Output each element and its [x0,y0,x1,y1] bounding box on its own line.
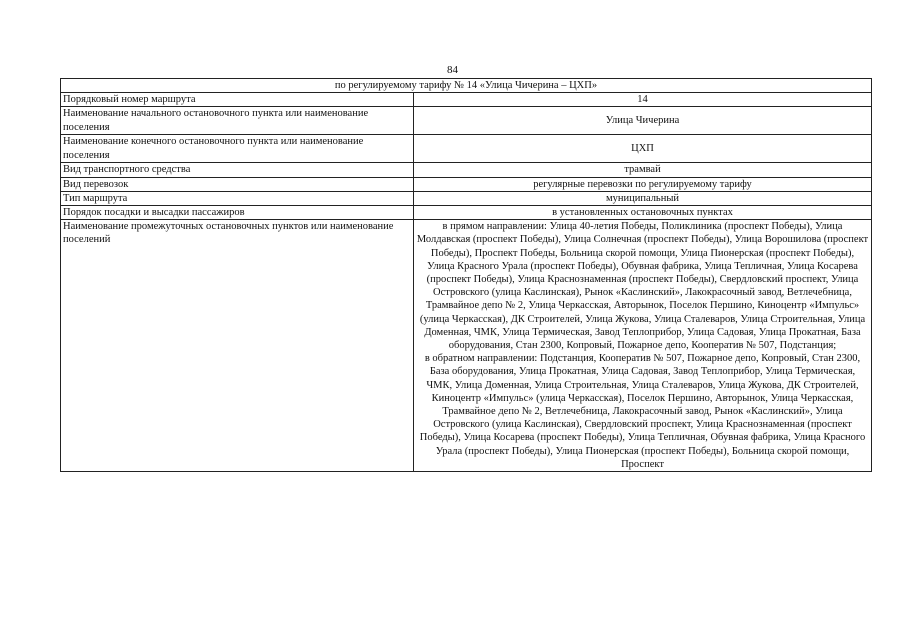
table-row [61,220,872,472]
forward-direction-stops: в прямом направлении: Улица 40-летия Победы, Поликлиника (проспект Победы), Улица Молдавская (проспект Победы), Улица Солнечная (проспект Победы), Улица Ворошилова (проспект Победы), Проспект Победы, Больница скорой помощи, Улица Пионерская (проспект Победы), Улица Красного Урала (проспект Победы), Обувная фабрика, Улица Тепличная, Улица Косарева (проспект Победы), Улица Краснознаменная (проспект Победы), Свердловский проспект, Улица Островского (улица Каслинская), Рынок «Каслинский», Лакокрасочный завод, Ветлечебница, Трамвайное депо № 2, Улица Черкасская, Авторынок, Поселок Першино, Киноцентр «Импульс» (улица Черкасская), ДК Строителей, Улица Жукова, Улица Сталеваров, Улица Строительная, Улица Доменная, ЧМК, Улица Термическая, Завод Теплоприбор, Улица Садовая, Улица Прокатная, База оборудования, Стан 2300, Копровый, Пожарное депо, Кооператив № 507, Подстанция; [416,221,869,352]
transport-kind-label: Вид перевозок [61,177,414,191]
end-stop-value: ЦХП [414,135,872,163]
table-row [61,135,872,163]
boarding-order-value: в установленных остановочных пунктах [414,206,872,220]
table-row [61,93,872,107]
route-type-label: Тип маршрута [61,191,414,205]
table-row [61,107,872,135]
route-type-value: муниципальный [414,191,872,205]
page-number: 84 [447,64,458,76]
table-row [61,163,872,177]
table-title: по регулируемому тарифу № 14 «Улица Чичерина – ЦХП» [61,79,872,93]
start-stop-value: Улица Чичерина [414,107,872,135]
table-row [61,191,872,205]
transport-kind-value: регулярные перевозки по регулируемому тарифу [414,177,872,191]
table-title-row [61,79,872,93]
route-number-value: 14 [414,93,872,107]
intermediate-stops-value [414,220,872,472]
backward-direction-stops: в обратном направлении: Подстанция, Кооператив № 507, Пожарное депо, Копровый, Стан 2300, База оборудования, Улица Прокатная, Улица Садовая, Завод Теплоприбор, Улица Термическая, ЧМК, Улица Доменная, Улица Строительная, Улица Сталеваров, Улица Жукова, ДК Строителей, Киноцентр «Импульс» (улица Черкасская), Поселок Першино, Авторынок, Улица Черкасская, Трамвайное депо № 2, Ветлечебница, Лакокрасочный завод, Рынок «Каслинский», Улица Островского (улица Каслинская), Свердловский проспект, Улица Краснознаменная (проспект Победы), Улица Косарева (проспект Победы), Улица Тепличная, Обувная фабрика, Улица Красного Урала (проспект Победы), Улица Пионерская (проспект Победы), Больница скорой помощи, Проспект [419,353,866,470]
vehicle-type-label: Вид транспортного средства [61,163,414,177]
start-stop-label: Наименование начального остановочного пункта или наименование поселения [61,107,414,135]
route-number-label: Порядковый номер маршрута [61,93,414,107]
end-stop-label: Наименование конечного остановочного пункта или наименование поселения [61,135,414,163]
table-row [61,177,872,191]
vehicle-type-value: трамвай [414,163,872,177]
boarding-order-label: Порядок посадки и высадки пассажиров [61,206,414,220]
table-row [61,206,872,220]
route-info-table [60,78,872,472]
intermediate-stops-label: Наименование промежуточных остановочных пунктов или наименование поселений [61,220,414,472]
